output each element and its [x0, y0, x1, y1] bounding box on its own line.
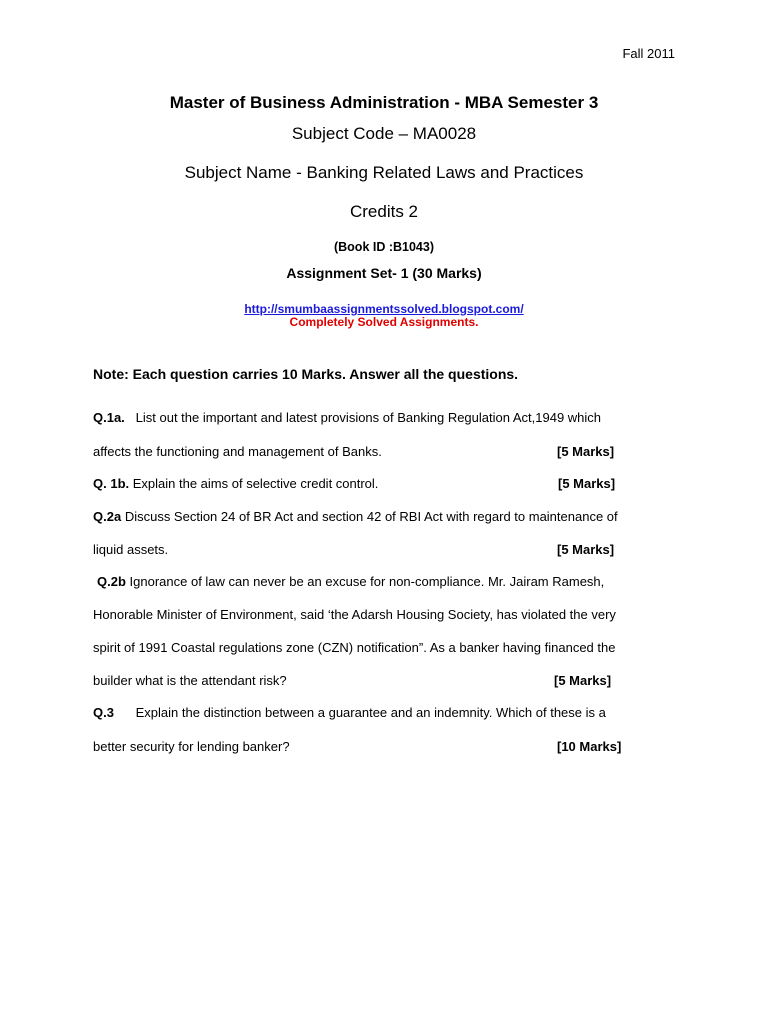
question-1b-marks: [5 Marks]	[558, 476, 616, 491]
note-text: Note: Each question carries 10 Marks. Answer all the questions.	[93, 366, 519, 382]
question-3-text-1: Explain the distinction between a guarantee and an indemnity. Which of these is a	[135, 705, 606, 720]
blog-link[interactable]: http://smumbaassignmentssolved.blogspot.com/	[244, 302, 524, 316]
question-2a-text-2: liquid assets.	[93, 542, 169, 557]
question-2b-marks: [5 Marks]	[554, 673, 612, 688]
question-2a-label: Q.2a	[93, 509, 122, 524]
assignment-title: Assignment Set- 1 (30 Marks)	[286, 265, 482, 281]
question-2b-line-1	[97, 574, 604, 589]
question-1a-label: Q.1a.	[93, 410, 125, 425]
question-2b-text-3: spirit of 1991 Coastal regulations zone (CZN) notification”. As a banker having financed the	[93, 640, 616, 655]
question-2a-text-1: Discuss Section 24 of BR Act and section 42 of RBI Act with regard to maintenance of	[124, 509, 618, 524]
book-id: (Book ID :B1043)	[333, 240, 435, 254]
subject-code: Subject Code – MA0028	[291, 124, 477, 143]
promo-text: Completely Solved Assignments.	[289, 315, 479, 329]
question-1a-text-2: affects the functioning and management of Banks.	[93, 444, 382, 459]
question-2b-text-4: builder what is the attendant risk?	[93, 673, 287, 688]
question-2a-line-1	[93, 509, 618, 524]
subject-name: Subject Name - Banking Related Laws and Practices	[184, 163, 584, 182]
question-1b-label: Q. 1b.	[93, 476, 130, 491]
question-1a-text-1: List out the important and latest provisions of Banking Regulation Act,1949 which	[135, 410, 602, 425]
question-3-marks: [10 Marks]	[557, 739, 622, 754]
question-2b-text-2: Honorable Minister of Environment, said ‘the Adarsh Housing Society, has violated the very	[93, 607, 616, 622]
question-2b-label: Q.2b	[97, 574, 126, 589]
question-1a-marks: [5 Marks]	[557, 444, 615, 459]
term-label: Fall 2011	[622, 46, 675, 61]
program-title: Master of Business Administration - MBA Semester 3	[169, 93, 599, 112]
question-3-text-2: better security for lending banker?	[93, 739, 290, 754]
question-2b-text-1: Ignorance of law can never be an excuse for non-compliance. Mr. Jairam Ramesh,	[129, 574, 605, 589]
question-1b-line-1	[93, 476, 378, 491]
question-3-label: Q.3	[93, 705, 114, 720]
question-1a-line-1	[93, 410, 601, 425]
credits: Credits 2	[349, 202, 419, 221]
question-3-line-1	[93, 705, 606, 720]
question-1b-text-1: Explain the aims of selective credit control.	[132, 476, 379, 491]
question-2a-marks: [5 Marks]	[557, 542, 615, 557]
